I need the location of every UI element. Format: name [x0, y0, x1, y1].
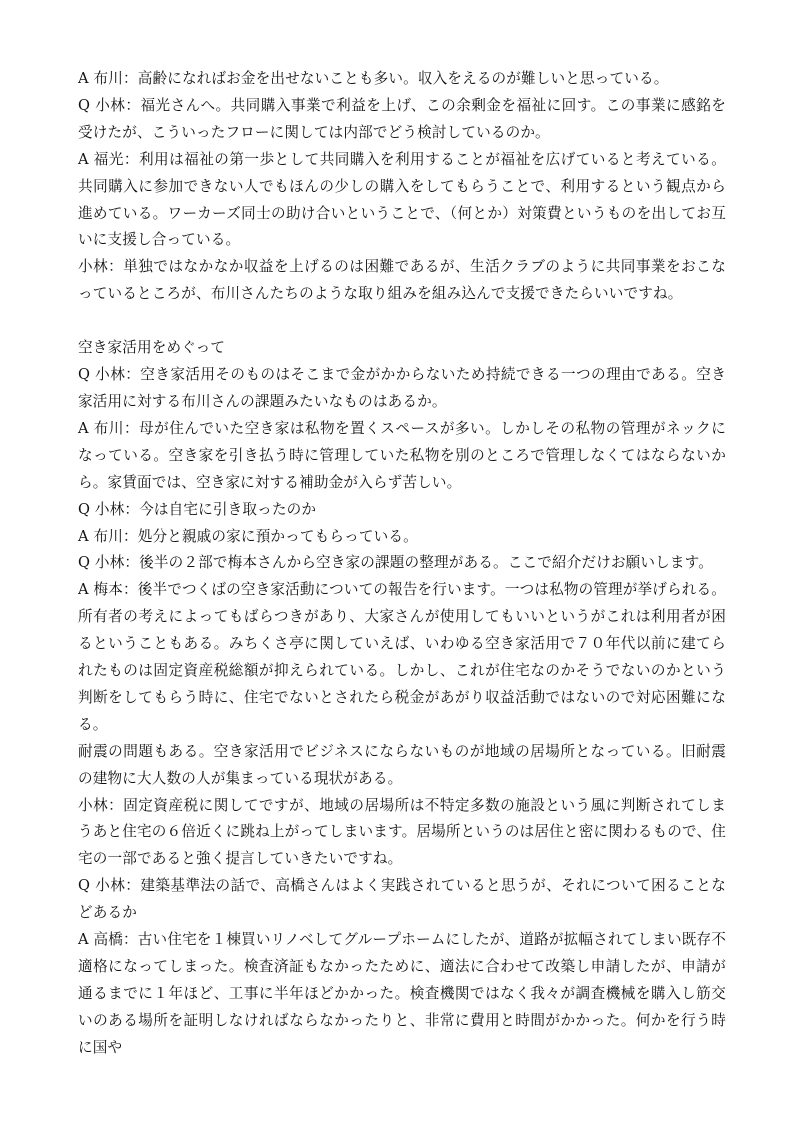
paragraph-kobayashi-question-umemoto: Q 小林：後半の２部で梅本さんから空き家の課題の整理がある。ここで紹介だけお願いします。: [78, 554, 713, 572]
paragraph-fukumitsu-answer: A 福光：利用は福祉の第一歩として共同購入を利用することが福祉を広げていると考えている。共同購入に参加できない人でもほんの少しの購入をしてもらうことで、利用するという観点から進めている。ワーカーズ同士の助け合いということで、（何とか）対策費というものを出してお互いに支援し合っている。: [78, 150, 726, 249]
paragraph-umemoto-answer: A 梅本：後半でつくばの空き家活動についての報告を行います。一つは私物の管理が挙げられる。所有者の考えによってもばらつきがあり、大家さんが使用してもいいというがこれは利用者が困るということもある。みちくさ亭に関していえば、いわゆる空き家活用で７０年代以前に建てられたものは固定資産税総額が抑えられている。しかし、これが住宅なのかそうでないのかという判断をしてもらう時に、住宅でないとされたら税金があがり収益活動ではないので対応困難になる。: [78, 581, 727, 733]
blank-line: [78, 308, 726, 335]
paragraph-nunokawa-answer-vacant: A 布川：母が住んでいた空き家は私物を置くスペースが多い。しかしその私物の管理がネックになっている。空き家を引き払う時に管理していた私物を別のところで管理しなくてはならないから。家賃面では、空き家に対する補助金が入らず苦しい。: [78, 419, 726, 491]
paragraph-takahashi-answer: A 高橋：古い住宅を１棟買いリノベしてグループホームにしたが、道路が拡幅されてしまい既存不適格になってしまった。検査済証もなかったために、適法に合わせて改築し申請したが、申請が通るまでに１年ほど、工事に半年ほどかかった。検査機関ではなく我々が調査機械を購入し筋交いのある場所を証明しなければならなかったりと、非常に費用と時間がかかった。何かを行う時に国や: [78, 931, 726, 1056]
paragraph-kobayashi-comment-support: 小林：単独ではなかなか収益を上げるのは困難であるが、生活クラブのように共同事業をおこなっているところが、布川さんたちのような取り組みを組み込んで支援できたらいいですね。: [78, 258, 726, 303]
paragraph-nunokawa-answer-relatives: A 布川：処分と親戚の家に預かってもらっている。: [78, 527, 418, 545]
section-heading-vacant-house: 空き家活用をめぐって: [78, 339, 226, 357]
paragraph-nunokawa-income: A 布川：高齢になればお金を出せないことも多い。収入をえるのが難しいと思っている。: [78, 70, 669, 87]
paragraph-kobayashi-question-fukumitsu: Q 小林：福光さんへ。共同購入事業で利益を上げ、この余剰金を福祉に回す。この事業に感銘を受けたが、こういったフローに関しては内部でどう検討しているのか。: [78, 96, 726, 141]
paragraph-earthquake-issue: 耐震の問題もある。空き家活用でビジネスにならないものが地域の居場所となっている。旧耐震の建物に大人数の人が集まっている現状がある。: [78, 742, 726, 787]
paragraph-kobayashi-comment-tax: 小林：固定資産税に関してですが、地域の居場所は不特定多数の施設という風に判断されてしまうあと住宅の６倍近くに跳ね上がってしまいます。居場所というのは居住と密に関わるもので、住宅の一部であると強く提言していきたいですね。: [78, 796, 726, 868]
paragraph-kobayashi-question-home: Q 小林：今は自宅に引き取ったのか: [78, 500, 317, 518]
paragraph-kobayashi-question-takahashi: Q 小林：建築基準法の話で、高橋さんはよく実践されていると思うが、それについて困ることなどあるか: [78, 877, 726, 922]
paragraph-kobayashi-question-vacant: Q 小林：空き家活用そのものはそこまで金がかからないため持続できる一つの理由である。空き家活用に対する布川さんの課題みたいなものはあるか。: [78, 366, 726, 410]
